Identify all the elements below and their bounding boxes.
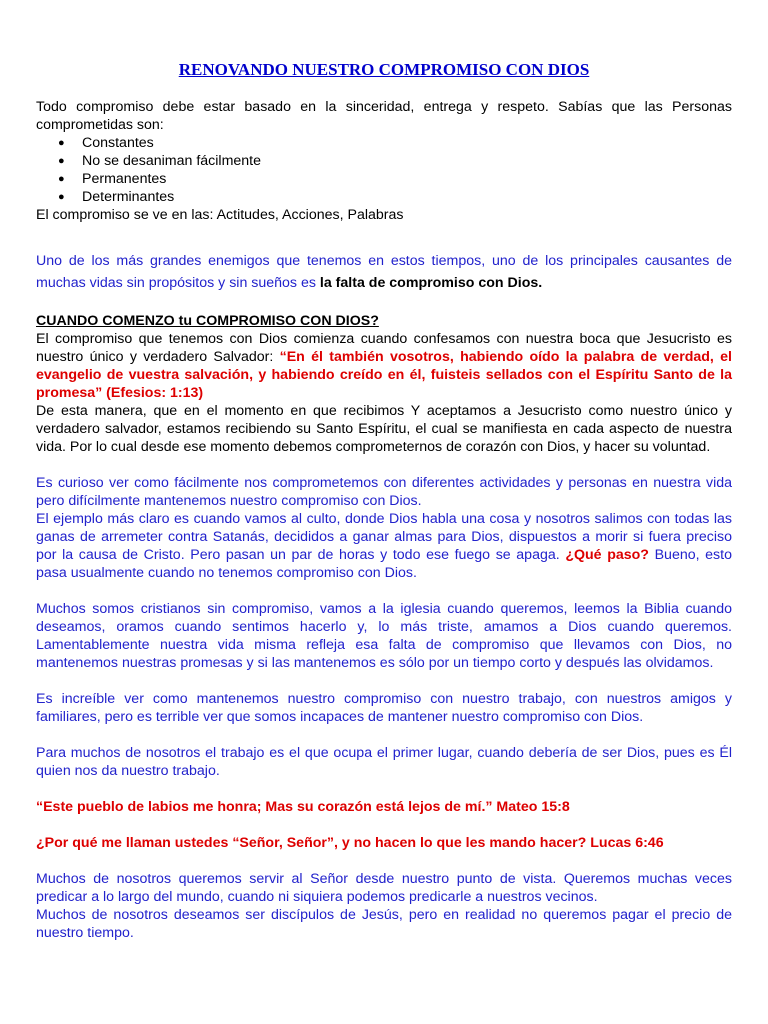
list-item: ● Permanentes [58,171,167,187]
verse-lucas: ¿Por qué me llaman ustedes “Señor, Señor”, y no hacen lo que les mando hacer? Lucas 6:46 [36,835,664,851]
work-first-paragraph: Para muchos de nosotros el trabajo es el que ocupa el primer lugar, cuando debería de ser Dios, pues es Él quien nos da nuestro trabajo. [36,745,732,779]
list-item: ● No se desaniman fácilmente [58,153,262,169]
bullet-icon: ● [58,155,65,167]
bullet-icon: ● [58,137,65,149]
enemies-paragraph: Uno de los más grandes enemigos que tenemos en estos tiempos, uno de los principales causantes de muchas vidas sin propósitos y sin sueños es la falta de compromiso con Dios. [36,253,732,291]
question-emphasis: ¿Qué paso? [565,547,649,563]
section-heading: CUANDO COMENZO tu COMPROMISO CON DIOS? [36,313,379,329]
list-item: ● Constantes [58,135,154,151]
serve-paragraph: Muchos de nosotros queremos servir al Señor desde nuestro punto de vista. Queremos muchas veces predicar a lo largo del mundo, cuando ni siquiera podemos predicarle a nuestros vecinos. [36,871,732,905]
curious-paragraph: Es curioso ver como fácilmente nos comprometemos con diferentes actividades y personas en nuestra vida pero difícilmente mantenemos nuestro compromiso con Dios. [36,475,732,509]
bullet-icon: ● [58,191,65,203]
list-item: ● Determinantes [58,189,175,205]
efesios-quote: “En él también vosotros, habiendo oído la palabra de verdad, el evangelio de vuestra salvación, y habiendo creído en él, fuisteis sellados con el Espíritu Santo de la promesa” (Efesios: 1:13) [36,349,732,401]
many-christians-paragraph: Muchos somos cristianos sin compromiso, vamos a la iglesia cuando queremos, leemos la Biblia cuando deseamos, oramos cuando sentimos hacerlo y, lo más triste, amamos a Dios cuando queremos. Lamentablemente nuestra vida misma refleja esa falta de compromiso que llevamos con Dios, no mantenemos nuestras promesas y si las mantenemos es sólo por un tiempo corto y después las olvidamos. [36,601,732,671]
bullet-icon: ● [58,173,65,185]
example-paragraph: El ejemplo más claro es cuando vamos al culto, donde Dios habla una cosa y nosotros salimos con todas las ganas de arremeter contra Satanás, decididos a ganar almas para Dios, dispuestos a morir si fuera preciso por la causa de Cristo. Pero pasan un par de horas y todo ese fuego se apaga. ¿Qué paso? Bueno, esto pasa usualmente cuando no tenemos compromiso con Dios. [36,511,732,581]
intro-paragraph: Todo compromiso debe estar basado en la sinceridad, entrega y respeto. Sabías que las Personas comprometidas son: [36,99,732,133]
verse-mateo: “Este pueblo de labios me honra; Mas su corazón está lejos de mí.” Mateo 15:8 [36,799,570,815]
began-paragraph: El compromiso que tenemos con Dios comienza cuando confesamos con nuestra boca que Jesucristo es nuestro único y verdadero Salvador: “En él también vosotros, habiendo oído la palabra de verdad, el evangelio de vuestra salvación, y habiendo creído en él, fuisteis sellados con el Espíritu Santo de la promesa” (Efesios: 1:13) [36,331,732,401]
incredible-paragraph: Es increíble ver como mantenemos nuestro compromiso con nuestro trabajo, con nuestros amigos y familiares, pero es terrible ver que somos incapaces de mantener nuestro compromiso con Dios. [36,691,732,725]
enemies-emphasis: la falta de compromiso con Dios. [319,275,543,291]
traits-list [36,134,732,206]
compromise-seen-line: El compromiso se ve en las: Actitudes, Acciones, Palabras [36,207,404,223]
document-title: RENOVANDO NUESTRO COMPROMISO CON DIOS [178,60,590,79]
disciples-paragraph: Muchos de nosotros deseamos ser discípulos de Jesús, pero en realidad no queremos pagar el precio de nuestro tiempo. [36,907,732,941]
this-way-paragraph: De esta manera, que en el momento en que recibimos Y aceptamos a Jesucristo como nuestro único y verdadero salvador, estamos recibiendo su Santo Espíritu, el cual se manifiesta en cada aspecto de nuestra vida. Por lo cual desde ese momento debemos comprometernos de corazón con Dios, y hacer su voluntad. [36,403,732,455]
